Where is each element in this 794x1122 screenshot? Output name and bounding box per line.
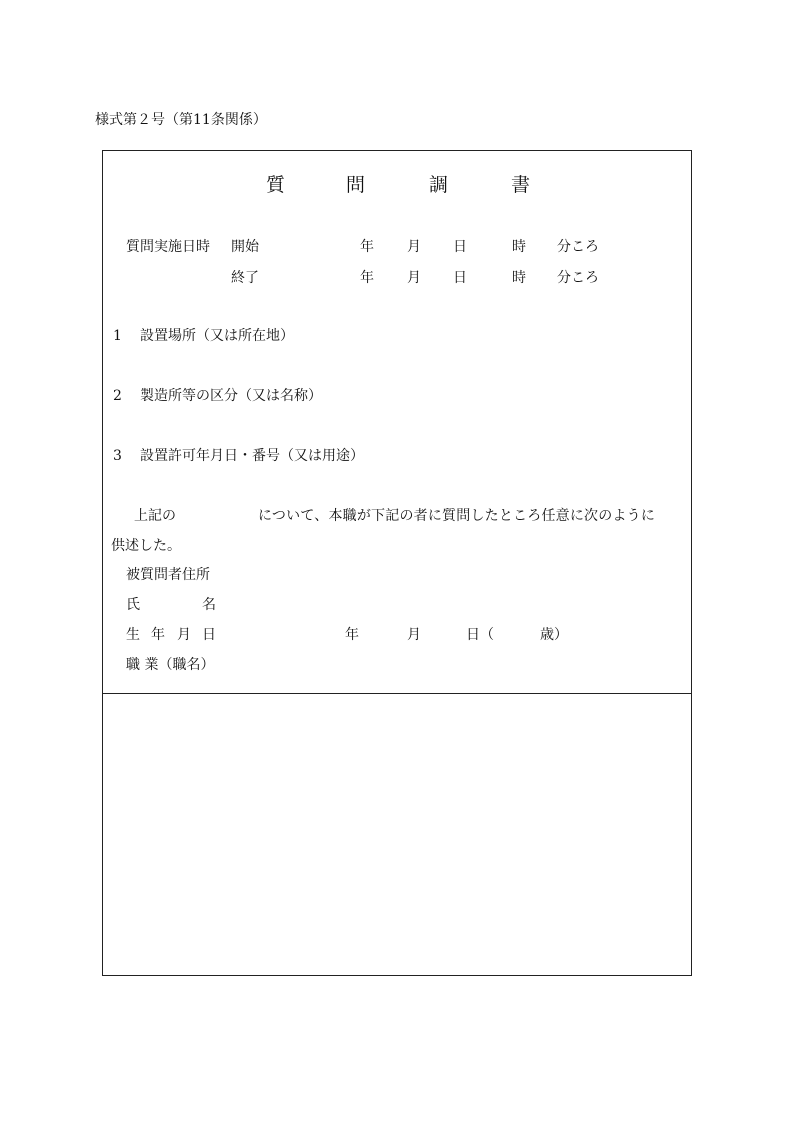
end-year: 年 (360, 270, 374, 286)
form-number: 様式第２号（第11条関係） (95, 112, 267, 128)
birth-label-4: 日 (202, 627, 216, 643)
title-char-4: 書 (511, 174, 531, 196)
end-hour: 時 (512, 270, 526, 286)
interrogation-form (102, 150, 692, 976)
birth-year: 年 (345, 627, 359, 643)
end-month: 月 (407, 270, 421, 286)
statement-middle: について、本職が下記の者に質問したところ任意に次のように (258, 508, 656, 524)
start-month: 月 (407, 239, 421, 255)
age: 歳） (540, 627, 568, 643)
birth-label-2: 年 (151, 627, 165, 643)
end-day: 日 (453, 270, 467, 286)
item-number-2: 2 (113, 388, 122, 404)
title-char-3: 調 (429, 174, 449, 196)
title-char-2: 問 (346, 174, 366, 196)
name-label-2: 名 (202, 597, 216, 613)
occupation-label: 職 業（職名） (126, 657, 215, 673)
start-day: 日 (453, 239, 467, 255)
start-label: 開始 (231, 239, 259, 255)
item-label-3: 設置許可年月日・番号（又は用途） (140, 448, 364, 464)
start-hour: 時 (512, 239, 526, 255)
statement-prefix: 上記の (134, 508, 176, 524)
birth-day: 日（ (466, 627, 494, 643)
start-year: 年 (360, 239, 374, 255)
birth-month: 月 (407, 627, 421, 643)
statement-continuation: 供述した。 (111, 538, 181, 554)
end-minute: 分ころ (557, 270, 599, 286)
item-label-2: 製造所等の区分（又は名称） (140, 388, 322, 404)
statement-body-area[interactable] (103, 694, 691, 975)
respondent-address-label: 被質問者住所 (126, 567, 210, 583)
item-number-1: 1 (113, 328, 122, 344)
end-label: 終了 (231, 270, 259, 286)
start-minute: 分ころ (557, 239, 599, 255)
birth-label-1: 生 (126, 627, 140, 643)
title-char-1: 質 (266, 174, 286, 196)
item-number-3: 3 (113, 448, 122, 464)
datetime-label: 質問実施日時 (126, 239, 210, 255)
name-label-1: 氏 (126, 597, 140, 613)
item-label-1: 設置場所（又は所在地） (140, 328, 294, 344)
birth-label-3: 月 (177, 627, 191, 643)
